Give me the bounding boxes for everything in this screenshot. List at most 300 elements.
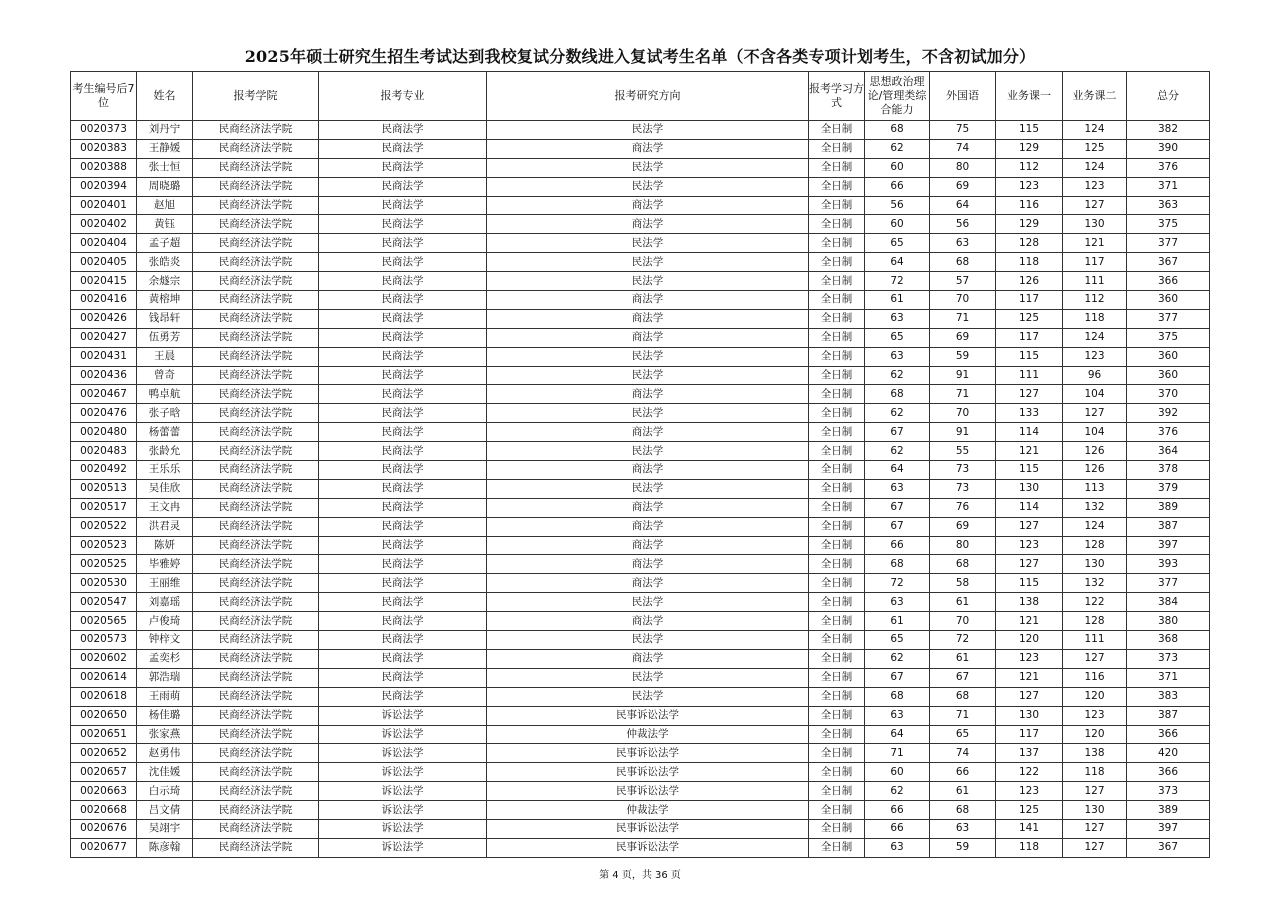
cell-candidate-id: 0020483 <box>71 442 137 461</box>
cell-major: 民商法学 <box>319 668 487 687</box>
cell-major: 民商法学 <box>319 234 487 253</box>
cell-foreign-language: 68 <box>930 687 996 706</box>
cell-college: 民商经济法学院 <box>193 517 319 536</box>
table-row <box>71 801 1210 820</box>
cell-politics: 62 <box>865 782 930 801</box>
cell-study-mode: 全日制 <box>809 612 865 631</box>
cell-course-one: 128 <box>996 234 1063 253</box>
cell-major: 诉讼法学 <box>319 744 487 763</box>
table-row <box>71 158 1210 177</box>
table-row <box>71 253 1210 272</box>
cell-study-mode: 全日制 <box>809 744 865 763</box>
cell-name: 张皓炎 <box>137 253 193 272</box>
table-row <box>71 838 1210 857</box>
cell-politics: 62 <box>865 139 930 158</box>
cell-study-mode: 全日制 <box>809 158 865 177</box>
cell-course-two: 111 <box>1063 631 1127 650</box>
cell-total: 397 <box>1127 536 1210 555</box>
cell-direction: 民事诉讼法学 <box>487 819 809 838</box>
cell-foreign-language: 80 <box>930 158 996 177</box>
cell-course-one: 127 <box>996 687 1063 706</box>
cell-direction: 民法学 <box>487 347 809 366</box>
table-row <box>71 423 1210 442</box>
cell-major: 民商法学 <box>319 612 487 631</box>
cell-candidate-id: 0020401 <box>71 196 137 215</box>
cell-direction: 仲裁法学 <box>487 801 809 820</box>
cell-college: 民商经济法学院 <box>193 744 319 763</box>
cell-name: 余燧宗 <box>137 272 193 291</box>
table-row <box>71 479 1210 498</box>
cell-candidate-id: 0020388 <box>71 158 137 177</box>
cell-college: 民商经济法学院 <box>193 328 319 347</box>
cell-direction: 民法学 <box>487 687 809 706</box>
cell-course-one: 127 <box>996 555 1063 574</box>
cell-name: 钱昂轩 <box>137 309 193 328</box>
cell-candidate-id: 0020618 <box>71 687 137 706</box>
cell-course-two: 126 <box>1063 442 1127 461</box>
cell-name: 陈彦翰 <box>137 838 193 857</box>
cell-course-one: 129 <box>996 215 1063 234</box>
cell-name: 张士恒 <box>137 158 193 177</box>
cell-college: 民商经济法学院 <box>193 801 319 820</box>
cell-major: 民商法学 <box>319 593 487 612</box>
cell-total: 383 <box>1127 687 1210 706</box>
cell-politics: 63 <box>865 309 930 328</box>
cell-course-one: 125 <box>996 309 1063 328</box>
cell-politics: 67 <box>865 517 930 536</box>
cell-politics: 66 <box>865 801 930 820</box>
cell-politics: 68 <box>865 687 930 706</box>
cell-name: 吴翊宇 <box>137 819 193 838</box>
cell-study-mode: 全日制 <box>809 801 865 820</box>
cell-foreign-language: 71 <box>930 385 996 404</box>
cell-college: 民商经济法学院 <box>193 668 319 687</box>
cell-study-mode: 全日制 <box>809 385 865 404</box>
cell-politics: 66 <box>865 177 930 196</box>
cell-candidate-id: 0020668 <box>71 801 137 820</box>
cell-direction: 商法学 <box>487 309 809 328</box>
cell-study-mode: 全日制 <box>809 196 865 215</box>
cell-politics: 65 <box>865 328 930 347</box>
header-foreign-language: 外国语 <box>930 72 996 121</box>
cell-direction: 民法学 <box>487 272 809 291</box>
cell-name: 卢俊琦 <box>137 612 193 631</box>
cell-total: 384 <box>1127 593 1210 612</box>
cell-course-one: 127 <box>996 385 1063 404</box>
cell-direction: 民法学 <box>487 121 809 140</box>
cell-foreign-language: 63 <box>930 234 996 253</box>
cell-foreign-language: 70 <box>930 404 996 423</box>
cell-candidate-id: 0020652 <box>71 744 137 763</box>
table-row <box>71 536 1210 555</box>
cell-college: 民商经济法学院 <box>193 819 319 838</box>
cell-course-one: 130 <box>996 479 1063 498</box>
cell-candidate-id: 0020427 <box>71 328 137 347</box>
header-course-one: 业务课一 <box>996 72 1063 121</box>
cell-course-two: 125 <box>1063 139 1127 158</box>
cell-foreign-language: 59 <box>930 838 996 857</box>
table-row <box>71 668 1210 687</box>
cell-study-mode: 全日制 <box>809 404 865 423</box>
cell-major: 诉讼法学 <box>319 801 487 820</box>
cell-college: 民商经济法学院 <box>193 177 319 196</box>
cell-name: 洪君灵 <box>137 517 193 536</box>
cell-name: 沈佳媛 <box>137 763 193 782</box>
cell-college: 民商经济法学院 <box>193 479 319 498</box>
cell-study-mode: 全日制 <box>809 177 865 196</box>
cell-name: 杨蕾蕾 <box>137 423 193 442</box>
cell-politics: 67 <box>865 498 930 517</box>
cell-foreign-language: 80 <box>930 536 996 555</box>
cell-course-two: 127 <box>1063 838 1127 857</box>
cell-total: 363 <box>1127 196 1210 215</box>
cell-politics: 68 <box>865 555 930 574</box>
cell-politics: 60 <box>865 158 930 177</box>
cell-direction: 商法学 <box>487 612 809 631</box>
cell-course-one: 115 <box>996 461 1063 480</box>
cell-total: 378 <box>1127 461 1210 480</box>
cell-total: 379 <box>1127 479 1210 498</box>
cell-candidate-id: 0020373 <box>71 121 137 140</box>
cell-politics: 60 <box>865 215 930 234</box>
cell-college: 民商经济法学院 <box>193 347 319 366</box>
cell-total: 366 <box>1127 763 1210 782</box>
cell-total: 397 <box>1127 819 1210 838</box>
cell-course-two: 128 <box>1063 612 1127 631</box>
cell-candidate-id: 0020513 <box>71 479 137 498</box>
cell-politics: 63 <box>865 706 930 725</box>
cell-study-mode: 全日制 <box>809 819 865 838</box>
table-row <box>71 309 1210 328</box>
table-row <box>71 366 1210 385</box>
cell-total: 373 <box>1127 782 1210 801</box>
cell-college: 民商经济法学院 <box>193 385 319 404</box>
cell-name: 鸭卓航 <box>137 385 193 404</box>
cell-direction: 民法学 <box>487 158 809 177</box>
cell-course-one: 125 <box>996 801 1063 820</box>
cell-study-mode: 全日制 <box>809 517 865 536</box>
cell-foreign-language: 69 <box>930 177 996 196</box>
header-study-mode: 报考学习方式 <box>809 72 865 121</box>
cell-politics: 64 <box>865 725 930 744</box>
cell-candidate-id: 0020547 <box>71 593 137 612</box>
cell-major: 民商法学 <box>319 291 487 310</box>
cell-candidate-id: 0020651 <box>71 725 137 744</box>
cell-name: 孟奕杉 <box>137 649 193 668</box>
cell-candidate-id: 0020480 <box>71 423 137 442</box>
cell-major: 民商法学 <box>319 423 487 442</box>
cell-course-two: 130 <box>1063 801 1127 820</box>
cell-study-mode: 全日制 <box>809 328 865 347</box>
cell-college: 民商经济法学院 <box>193 404 319 423</box>
cell-major: 民商法学 <box>319 139 487 158</box>
cell-direction: 民事诉讼法学 <box>487 706 809 725</box>
cell-course-two: 111 <box>1063 272 1127 291</box>
cell-foreign-language: 58 <box>930 574 996 593</box>
table-row <box>71 121 1210 140</box>
cell-politics: 67 <box>865 668 930 687</box>
cell-course-one: 117 <box>996 725 1063 744</box>
cell-study-mode: 全日制 <box>809 498 865 517</box>
cell-candidate-id: 0020415 <box>71 272 137 291</box>
cell-course-two: 124 <box>1063 121 1127 140</box>
cell-direction: 民事诉讼法学 <box>487 763 809 782</box>
cell-direction: 仲裁法学 <box>487 725 809 744</box>
table-row <box>71 291 1210 310</box>
cell-total: 366 <box>1127 725 1210 744</box>
cell-major: 民商法学 <box>319 215 487 234</box>
cell-major: 民商法学 <box>319 347 487 366</box>
cell-politics: 56 <box>865 196 930 215</box>
cell-course-two: 113 <box>1063 479 1127 498</box>
cell-candidate-id: 0020467 <box>71 385 137 404</box>
cell-candidate-id: 0020383 <box>71 139 137 158</box>
cell-politics: 66 <box>865 536 930 555</box>
cell-total: 389 <box>1127 801 1210 820</box>
cell-study-mode: 全日制 <box>809 706 865 725</box>
cell-major: 民商法学 <box>319 574 487 593</box>
cell-foreign-language: 74 <box>930 744 996 763</box>
cell-total: 364 <box>1127 442 1210 461</box>
cell-name: 郭浩瑞 <box>137 668 193 687</box>
cell-major: 民商法学 <box>319 479 487 498</box>
cell-major: 诉讼法学 <box>319 782 487 801</box>
cell-politics: 62 <box>865 442 930 461</box>
cell-direction: 商法学 <box>487 139 809 158</box>
cell-direction: 民法学 <box>487 593 809 612</box>
cell-politics: 61 <box>865 612 930 631</box>
cell-politics: 66 <box>865 819 930 838</box>
table-row <box>71 782 1210 801</box>
cell-direction: 民法学 <box>487 404 809 423</box>
cell-candidate-id: 0020404 <box>71 234 137 253</box>
cell-name: 王丽维 <box>137 574 193 593</box>
cell-direction: 商法学 <box>487 649 809 668</box>
table-row <box>71 649 1210 668</box>
cell-candidate-id: 0020573 <box>71 631 137 650</box>
table-row <box>71 819 1210 838</box>
cell-foreign-language: 67 <box>930 668 996 687</box>
table-row <box>71 177 1210 196</box>
cell-total: 367 <box>1127 253 1210 272</box>
cell-name: 张家燕 <box>137 725 193 744</box>
cell-study-mode: 全日制 <box>809 347 865 366</box>
cell-politics: 63 <box>865 347 930 366</box>
cell-candidate-id: 0020522 <box>71 517 137 536</box>
table-header-row <box>71 72 1210 121</box>
cell-foreign-language: 61 <box>930 649 996 668</box>
cell-foreign-language: 68 <box>930 555 996 574</box>
cell-total: 375 <box>1127 215 1210 234</box>
cell-course-two: 123 <box>1063 177 1127 196</box>
cell-direction: 民法学 <box>487 479 809 498</box>
cell-college: 民商经济法学院 <box>193 498 319 517</box>
table-row <box>71 196 1210 215</box>
cell-direction: 民法学 <box>487 253 809 272</box>
cell-direction: 民事诉讼法学 <box>487 782 809 801</box>
cell-total: 367 <box>1127 838 1210 857</box>
cell-foreign-language: 64 <box>930 196 996 215</box>
table-body <box>71 121 1210 858</box>
cell-candidate-id: 0020492 <box>71 461 137 480</box>
cell-study-mode: 全日制 <box>809 555 865 574</box>
header-direction: 报考研究方向 <box>487 72 809 121</box>
cell-candidate-id: 0020663 <box>71 782 137 801</box>
cell-foreign-language: 66 <box>930 763 996 782</box>
cell-course-two: 123 <box>1063 347 1127 366</box>
cell-direction: 商法学 <box>487 517 809 536</box>
table-row <box>71 139 1210 158</box>
header-politics: 思想政治理论/管理类综合能力 <box>865 72 930 121</box>
cell-course-two: 123 <box>1063 706 1127 725</box>
cell-foreign-language: 72 <box>930 631 996 650</box>
cell-major: 民商法学 <box>319 272 487 291</box>
cell-total: 377 <box>1127 574 1210 593</box>
cell-major: 诉讼法学 <box>319 763 487 782</box>
cell-course-one: 137 <box>996 744 1063 763</box>
cell-college: 民商经济法学院 <box>193 196 319 215</box>
cell-direction: 商法学 <box>487 461 809 480</box>
cell-direction: 商法学 <box>487 574 809 593</box>
cell-course-one: 114 <box>996 498 1063 517</box>
cell-foreign-language: 59 <box>930 347 996 366</box>
cell-total: 389 <box>1127 498 1210 517</box>
table-row <box>71 517 1210 536</box>
cell-college: 民商经济法学院 <box>193 763 319 782</box>
cell-study-mode: 全日制 <box>809 649 865 668</box>
cell-name: 毕雅婷 <box>137 555 193 574</box>
cell-major: 民商法学 <box>319 687 487 706</box>
header-name: 姓名 <box>137 72 193 121</box>
page-footer: 第 4 页，共 36 页 <box>599 870 681 881</box>
cell-foreign-language: 73 <box>930 461 996 480</box>
cell-college: 民商经济法学院 <box>193 158 319 177</box>
cell-study-mode: 全日制 <box>809 593 865 612</box>
cell-course-two: 130 <box>1063 215 1127 234</box>
cell-course-one: 123 <box>996 536 1063 555</box>
cell-study-mode: 全日制 <box>809 763 865 782</box>
cell-course-one: 122 <box>996 763 1063 782</box>
cell-course-two: 127 <box>1063 819 1127 838</box>
cell-course-two: 138 <box>1063 744 1127 763</box>
cell-candidate-id: 0020677 <box>71 838 137 857</box>
cell-name: 赵旭 <box>137 196 193 215</box>
cell-politics: 65 <box>865 631 930 650</box>
cell-candidate-id: 0020405 <box>71 253 137 272</box>
cell-name: 黄钰 <box>137 215 193 234</box>
cell-study-mode: 全日制 <box>809 725 865 744</box>
cell-course-two: 124 <box>1063 158 1127 177</box>
table-row <box>71 347 1210 366</box>
cell-total: 375 <box>1127 328 1210 347</box>
cell-study-mode: 全日制 <box>809 234 865 253</box>
cell-course-one: 126 <box>996 272 1063 291</box>
table-row <box>71 574 1210 593</box>
cell-name: 孟子超 <box>137 234 193 253</box>
cell-major: 诉讼法学 <box>319 838 487 857</box>
cell-major: 民商法学 <box>319 536 487 555</box>
cell-candidate-id: 0020394 <box>71 177 137 196</box>
cell-course-one: 118 <box>996 838 1063 857</box>
cell-candidate-id: 0020426 <box>71 309 137 328</box>
cell-study-mode: 全日制 <box>809 536 865 555</box>
cell-politics: 64 <box>865 253 930 272</box>
cell-major: 诉讼法学 <box>319 706 487 725</box>
cell-course-two: 127 <box>1063 782 1127 801</box>
header-candidate-id: 考生编号后7位 <box>71 72 137 121</box>
cell-total: 420 <box>1127 744 1210 763</box>
cell-candidate-id: 0020657 <box>71 763 137 782</box>
cell-foreign-language: 68 <box>930 253 996 272</box>
cell-course-two: 117 <box>1063 253 1127 272</box>
cell-major: 民商法学 <box>319 555 487 574</box>
cell-politics: 72 <box>865 574 930 593</box>
cell-candidate-id: 0020431 <box>71 347 137 366</box>
table-row <box>71 498 1210 517</box>
cell-course-two: 120 <box>1063 687 1127 706</box>
cell-course-one: 121 <box>996 612 1063 631</box>
cell-course-two: 126 <box>1063 461 1127 480</box>
cell-course-two: 127 <box>1063 196 1127 215</box>
cell-study-mode: 全日制 <box>809 461 865 480</box>
cell-course-two: 96 <box>1063 366 1127 385</box>
table-row <box>71 687 1210 706</box>
cell-college: 民商经济法学院 <box>193 272 319 291</box>
cell-total: 376 <box>1127 158 1210 177</box>
cell-name: 周晓璐 <box>137 177 193 196</box>
cell-major: 民商法学 <box>319 498 487 517</box>
cell-study-mode: 全日制 <box>809 574 865 593</box>
cell-course-two: 124 <box>1063 328 1127 347</box>
cell-total: 376 <box>1127 423 1210 442</box>
cell-direction: 商法学 <box>487 215 809 234</box>
cell-course-one: 115 <box>996 347 1063 366</box>
cell-college: 民商经济法学院 <box>193 253 319 272</box>
cell-direction: 商法学 <box>487 536 809 555</box>
cell-total: 371 <box>1127 177 1210 196</box>
cell-foreign-language: 74 <box>930 139 996 158</box>
cell-major: 诉讼法学 <box>319 819 487 838</box>
cell-college: 民商经济法学院 <box>193 706 319 725</box>
cell-candidate-id: 0020436 <box>71 366 137 385</box>
cell-name: 刘嘉瑶 <box>137 593 193 612</box>
cell-candidate-id: 0020525 <box>71 555 137 574</box>
cell-politics: 62 <box>865 366 930 385</box>
cell-course-one: 138 <box>996 593 1063 612</box>
cell-total: 373 <box>1127 649 1210 668</box>
cell-politics: 62 <box>865 649 930 668</box>
cell-name: 陈妍 <box>137 536 193 555</box>
cell-course-two: 116 <box>1063 668 1127 687</box>
cell-college: 民商经济法学院 <box>193 687 319 706</box>
cell-study-mode: 全日制 <box>809 838 865 857</box>
cell-major: 民商法学 <box>319 121 487 140</box>
cell-direction: 商法学 <box>487 498 809 517</box>
cell-direction: 商法学 <box>487 423 809 442</box>
cell-direction: 商法学 <box>487 385 809 404</box>
cell-college: 民商经济法学院 <box>193 782 319 801</box>
cell-politics: 68 <box>865 121 930 140</box>
cell-college: 民商经济法学院 <box>193 838 319 857</box>
cell-college: 民商经济法学院 <box>193 442 319 461</box>
cell-college: 民商经济法学院 <box>193 423 319 442</box>
cell-course-one: 133 <box>996 404 1063 423</box>
cell-name: 曾奇 <box>137 366 193 385</box>
cell-course-one: 115 <box>996 121 1063 140</box>
table-row <box>71 593 1210 612</box>
cell-foreign-language: 57 <box>930 272 996 291</box>
cell-study-mode: 全日制 <box>809 366 865 385</box>
